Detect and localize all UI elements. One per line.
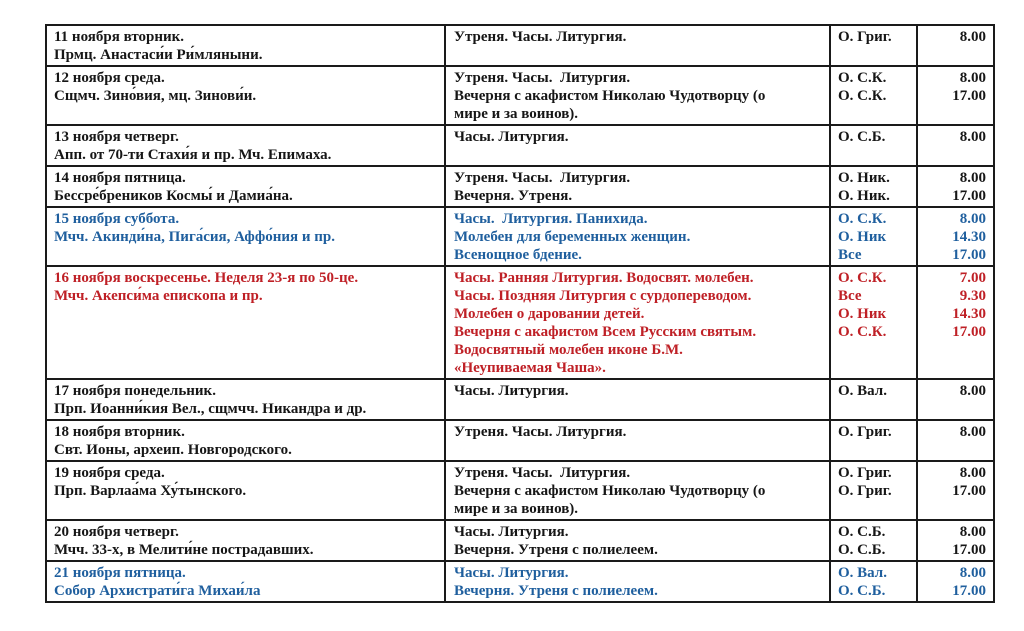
priest-text: О. С.К. <box>838 88 887 104</box>
priest-text: О. Ник. <box>838 170 890 186</box>
priest-text: О. С.К. <box>838 211 887 227</box>
time-text: 14.30 <box>952 229 986 245</box>
priest-cell <box>830 128 917 164</box>
column-divider <box>444 26 446 601</box>
time-text: 17.00 <box>952 483 986 499</box>
date-cell <box>47 269 445 377</box>
time-text <box>917 500 986 518</box>
time-text: 8.00 <box>959 170 986 186</box>
priest-text <box>838 359 917 377</box>
schedule-row <box>47 165 993 206</box>
service-text: «Неупиваемая Чаша». <box>454 360 606 376</box>
service-text: Молебен о даровании детей. <box>454 306 645 322</box>
priest-text: О. С.К. <box>838 70 887 86</box>
service-text: Утреня. Часы. Литургия. <box>454 465 631 481</box>
priest-cell <box>830 523 917 559</box>
schedule-row <box>47 206 993 265</box>
service-text: Вечерня. Утреня с полиелеем. <box>454 542 658 558</box>
priest-text: О. С.Б. <box>838 524 886 540</box>
priest-text: О. Вал. <box>838 383 887 399</box>
time-cell <box>917 269 993 377</box>
service-text: Часы. Литургия. <box>454 565 569 581</box>
priest-text: О. Григ. <box>838 424 892 440</box>
time-cell <box>917 128 993 164</box>
time-cell <box>917 28 993 64</box>
priest-text: Все <box>838 288 862 304</box>
time-cell <box>917 382 993 418</box>
time-cell <box>917 69 993 123</box>
service-text: Всенощное бдение. <box>454 247 582 263</box>
priest-cell <box>830 382 917 418</box>
table-rows <box>47 26 993 601</box>
service-text: Вечерня. Утреня. <box>454 188 573 204</box>
priest-cell <box>830 269 917 377</box>
time-text: 14.30 <box>952 306 986 322</box>
saints-text: Свт. Ионы, археип. Новгородского. <box>54 442 292 458</box>
service-text: Вечерня с акафистом Николаю Чудотворцу (о <box>454 88 766 104</box>
service-schedule-table <box>45 24 995 603</box>
time-cell <box>917 423 993 459</box>
date-cell <box>47 28 445 64</box>
services-cell <box>445 28 830 64</box>
time-text: 8.00 <box>959 29 986 45</box>
priest-text: О. Ник <box>838 306 887 322</box>
time-text: 8.00 <box>959 424 986 440</box>
date-text: 13 ноября четверг. <box>54 129 179 145</box>
priest-text: О. С.Б. <box>838 129 886 145</box>
time-text: 9.30 <box>959 288 986 304</box>
priest-text <box>838 500 917 518</box>
time-text: 8.00 <box>959 383 986 399</box>
time-text: 8.00 <box>959 129 986 145</box>
time-text: 8.00 <box>959 70 986 86</box>
time-text: 17.00 <box>952 88 986 104</box>
time-text: 17.00 <box>952 247 986 263</box>
priest-cell <box>830 564 917 600</box>
date-cell <box>47 564 445 600</box>
service-text: Часы. Литургия. <box>454 129 569 145</box>
time-text: 8.00 <box>959 524 986 540</box>
service-text: Часы. Литургия. Панихида. <box>454 211 648 227</box>
schedule-row <box>47 378 993 419</box>
schedule-row <box>47 519 993 560</box>
saints-text: Прп. Иоанни́кия Вел., сщмчч. Никандра и др. <box>54 401 367 417</box>
service-text: Утреня. Часы. Литургия. <box>454 170 631 186</box>
date-text: 20 ноября четверг. <box>54 524 179 540</box>
priest-cell <box>830 464 917 518</box>
services-cell <box>445 464 830 518</box>
saints-text: Мчч. 33-х, в Мелити́не пострадавших. <box>54 542 314 558</box>
service-text: Вечерня с акафистом Николаю Чудотворцу (о <box>454 483 766 499</box>
date-cell <box>47 169 445 205</box>
saints-text: Мчч. Акинди́на, Пига́сия, Аффо́ния и пр. <box>54 229 335 245</box>
service-text: мире и за воинов). <box>454 106 579 122</box>
time-text: 17.00 <box>952 542 986 558</box>
priest-text <box>838 341 917 359</box>
priest-text: О. Григ. <box>838 29 892 45</box>
saints-text: Прп. Варлаа́ма Ху́тынского. <box>54 483 247 499</box>
services-cell <box>445 210 830 264</box>
priest-cell <box>830 28 917 64</box>
services-cell <box>445 269 830 377</box>
date-text: 17 ноября понедельник. <box>54 383 216 399</box>
time-text: 17.00 <box>952 324 986 340</box>
priest-text: Все <box>838 247 862 263</box>
date-cell <box>47 210 445 264</box>
date-text: 19 ноября среда. <box>54 465 165 481</box>
schedule-row <box>47 124 993 165</box>
priest-cell <box>830 423 917 459</box>
time-text: 17.00 <box>952 188 986 204</box>
services-cell <box>445 69 830 123</box>
date-cell <box>47 523 445 559</box>
time-cell <box>917 169 993 205</box>
services-cell <box>445 382 830 418</box>
saints-text: Сщмч. Зино́вия, мц. Зинови́и. <box>54 88 257 104</box>
saints-text: Прмц. Анастаси́и Ри́мляныни. <box>54 47 263 63</box>
time-text <box>917 359 986 377</box>
date-text: 16 ноября воскресенье. Неделя 23-я по 50-це. <box>54 270 359 286</box>
service-text: Вечерня с акафистом Всем Русским святым. <box>454 324 757 340</box>
priest-text: О. С.К. <box>838 270 887 286</box>
priest-text: О. Ник <box>838 229 887 245</box>
time-text: 7.00 <box>959 270 986 286</box>
date-cell <box>47 382 445 418</box>
service-text: Молебен для беременных женщин. <box>454 229 691 245</box>
saints-text: Мчч. Акепси́ма епископа и пр. <box>54 288 263 304</box>
date-cell <box>47 423 445 459</box>
time-text: 8.00 <box>959 565 986 581</box>
time-text <box>917 341 986 359</box>
priest-cell <box>830 210 917 264</box>
date-text: 14 ноября пятница. <box>54 170 186 186</box>
date-text: 18 ноября вторник. <box>54 424 185 440</box>
time-text: 17.00 <box>952 583 986 599</box>
priest-cell <box>830 169 917 205</box>
service-text: Утреня. Часы. Литургия. <box>454 29 627 45</box>
service-text: Часы. Поздняя Литургия с сурдопереводом. <box>454 288 752 304</box>
services-cell <box>445 564 830 600</box>
priest-text: О. Григ. <box>838 465 892 481</box>
service-text: Часы. Литургия. <box>454 524 569 540</box>
priest-text <box>838 105 917 123</box>
time-cell <box>917 210 993 264</box>
saints-text: Бессре́бреников Космы́ и Дамиа́на. <box>54 188 293 204</box>
saints-text: Собор Архистрати́га Михаи́ла <box>54 583 261 599</box>
time-cell <box>917 523 993 559</box>
time-text: 8.00 <box>959 465 986 481</box>
time-cell <box>917 464 993 518</box>
priest-text: О. Григ. <box>838 483 892 499</box>
saints-text: Апп. от 70-ти Стахи́я и пр. Мч. Епимаха. <box>54 147 332 163</box>
service-text: Утреня. Часы. Литургия. <box>454 70 631 86</box>
schedule-row <box>47 65 993 124</box>
service-text: мире и за воинов). <box>454 501 579 517</box>
date-text: 15 ноября суббота. <box>54 211 180 227</box>
schedule-row <box>47 560 993 601</box>
priest-text: О. С.Б. <box>838 583 886 599</box>
time-cell <box>917 564 993 600</box>
priest-cell <box>830 69 917 123</box>
services-cell <box>445 523 830 559</box>
date-text: 11 ноября вторник. <box>54 29 185 45</box>
schedule-row <box>47 419 993 460</box>
date-cell <box>47 69 445 123</box>
time-text: 8.00 <box>959 211 986 227</box>
schedule-row <box>47 26 993 65</box>
service-text: Часы. Ранняя Литургия. Водосвят. молебен. <box>454 270 754 286</box>
services-cell <box>445 169 830 205</box>
date-text: 21 ноября пятница. <box>54 565 186 581</box>
schedule-row <box>47 265 993 378</box>
schedule-row <box>47 460 993 519</box>
priest-text: О. Вал. <box>838 565 887 581</box>
service-text: Утреня. Часы. Литургия. <box>454 424 627 440</box>
services-cell <box>445 128 830 164</box>
time-text <box>917 105 986 123</box>
service-text: Вечерня. Утреня с полиелеем. <box>454 583 658 599</box>
date-cell <box>47 128 445 164</box>
date-cell <box>47 464 445 518</box>
service-text: Водосвятный молебен иконе Б.М. <box>454 342 683 358</box>
column-divider <box>829 26 831 601</box>
priest-text: О. С.К. <box>838 324 887 340</box>
column-divider <box>916 26 918 601</box>
priest-text: О. Ник. <box>838 188 890 204</box>
service-text: Часы. Литургия. <box>454 383 569 399</box>
date-text: 12 ноября среда. <box>54 70 165 86</box>
priest-text: О. С.Б. <box>838 542 886 558</box>
services-cell <box>445 423 830 459</box>
